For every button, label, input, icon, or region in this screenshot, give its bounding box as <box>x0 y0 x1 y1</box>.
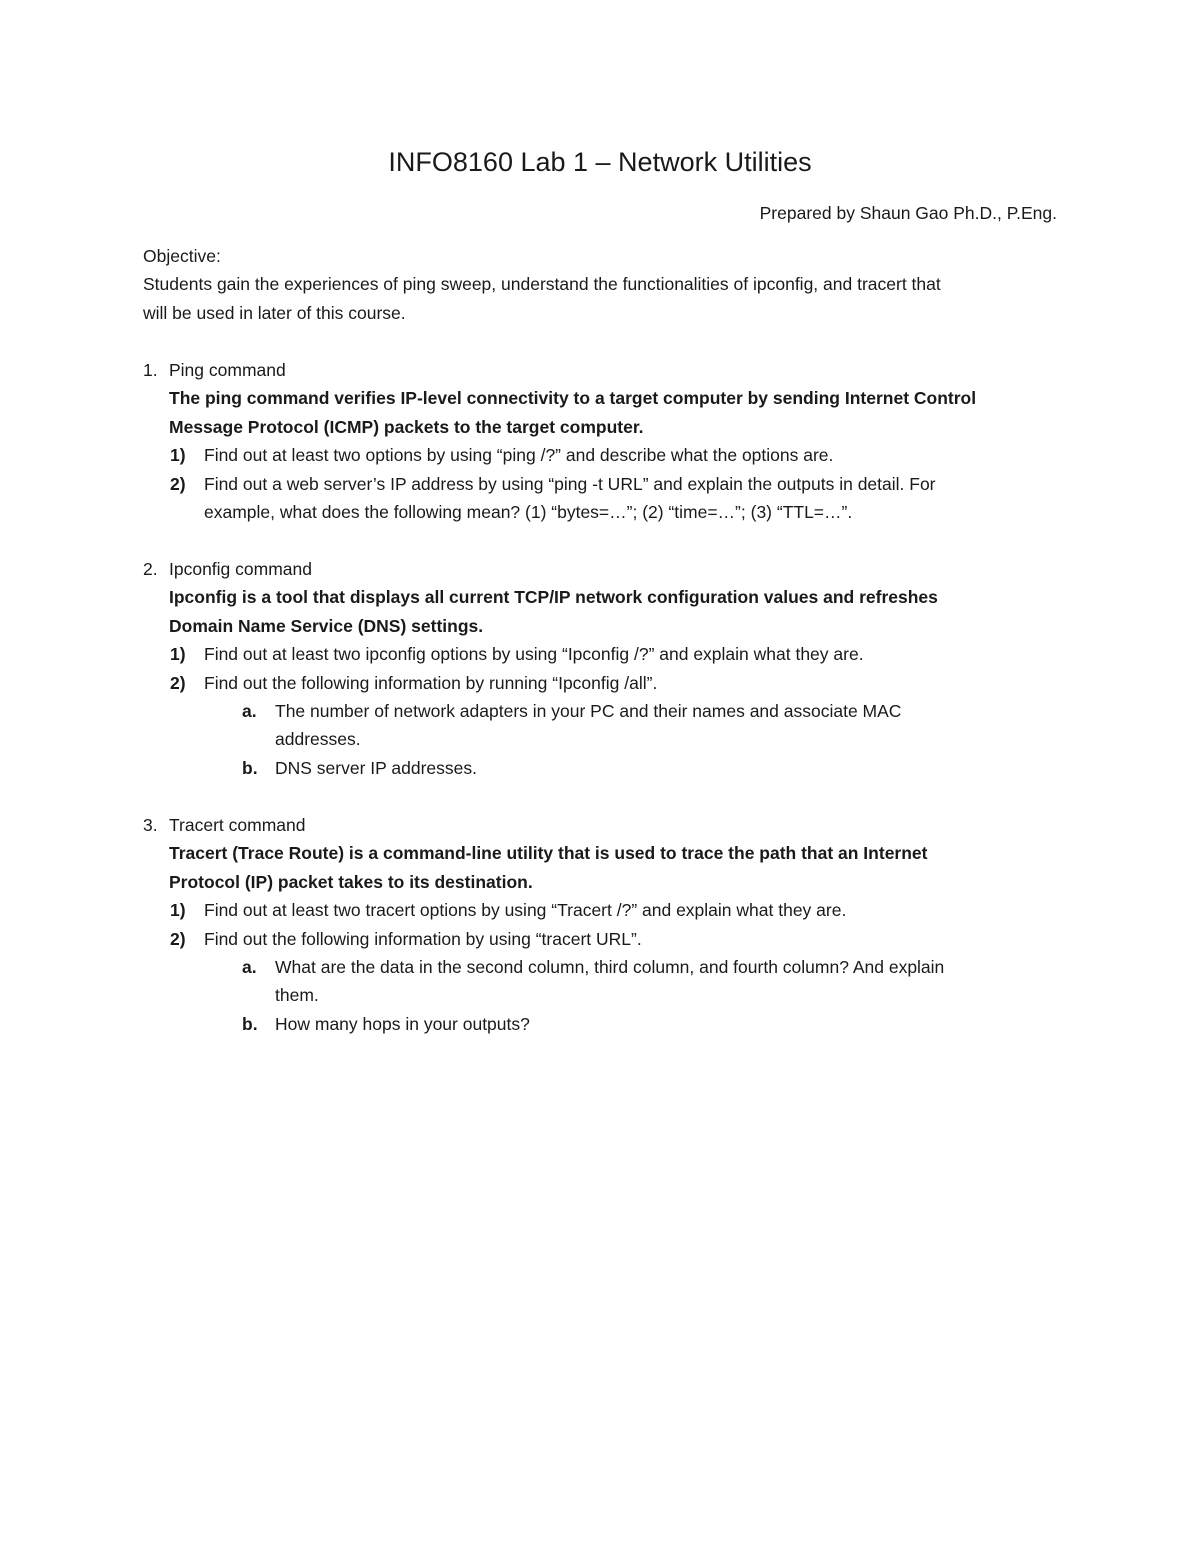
list-item-number: 1) <box>170 644 186 665</box>
section-title: Tracert command <box>169 815 306 835</box>
section-description: Protocol (IP) packet takes to its destination. <box>169 871 533 892</box>
list-item-text: Find out at least two ipconfig options by using “Ipconfig /?” and explain what they are. <box>204 644 864 665</box>
sub-list-item-letter: a. <box>242 700 257 721</box>
section-tracert <box>143 811 1063 1038</box>
sub-list-item-letter: b. <box>242 757 258 778</box>
section-description: Ipconfig is a tool that displays all current TCP/IP network configuration values and refreshes <box>169 587 938 608</box>
section-heading <box>143 555 1063 583</box>
objective-line: will be used in later of this course. <box>143 302 406 323</box>
section-description: Message Protocol (ICMP) packets to the target computer. <box>169 416 644 437</box>
section-ping <box>143 356 1063 526</box>
section-number: 2. <box>143 559 158 579</box>
sub-list-item <box>143 754 1063 782</box>
list-item <box>143 896 1063 924</box>
list-item <box>143 669 1063 697</box>
document-title: INFO8160 Lab 1 – Network Utilities <box>388 147 812 177</box>
list-item-number: 1) <box>170 900 186 921</box>
section-description: Domain Name Service (DNS) settings. <box>169 615 484 636</box>
sub-list-item <box>143 697 1063 725</box>
sub-list-item-text: What are the data in the second column, third column, and fourth column? And explain <box>275 956 945 977</box>
section-ipconfig <box>143 555 1063 782</box>
list-item <box>143 470 1063 498</box>
list-item-text: Find out a web server’s IP address by using “ping -t URL” and explain the outputs in detail. For <box>204 473 936 494</box>
list-item-number: 2) <box>170 473 186 494</box>
sub-list-item <box>143 953 1063 981</box>
author-line: Prepared by Shaun Gao Ph.D., P.Eng. <box>759 203 1057 223</box>
sub-list-item-continuation: addresses. <box>275 729 361 750</box>
list-item-number: 1) <box>170 445 186 466</box>
section-title: Ipconfig command <box>169 559 312 579</box>
list-item <box>143 925 1063 953</box>
list-item-text: Find out at least two tracert options by using “Tracert /?” and explain what they are. <box>204 900 847 921</box>
section-number: 1. <box>143 360 158 380</box>
section-heading <box>143 356 1063 384</box>
objective-heading: Objective: <box>143 246 221 266</box>
section-description: The ping command verifies IP-level connectivity to a target computer by sending Internet Control <box>169 388 977 409</box>
sub-list-item-continuation: them. <box>275 985 319 1006</box>
list-item <box>143 640 1063 668</box>
list-item-number: 2) <box>170 672 186 693</box>
sub-list-item-text: DNS server IP addresses. <box>275 757 477 778</box>
list-item-continuation: example, what does the following mean? (1) “bytes=…”; (2) “time=…”; (3) “TTL=…”. <box>204 501 853 522</box>
list-item-text: Find out the following information by using “tracert URL”. <box>204 928 642 949</box>
section-number: 3. <box>143 815 158 835</box>
sub-list-item-text: The number of network adapters in your PC and their names and associate MAC <box>275 700 902 721</box>
sub-list-item-text: How many hops in your outputs? <box>275 1013 530 1034</box>
sub-list-item-letter: b. <box>242 1013 258 1034</box>
objective-block <box>143 242 1063 327</box>
list-item-text: Find out at least two options by using “ping /?” and describe what the options are. <box>204 445 834 466</box>
sub-list-item <box>143 1010 1063 1038</box>
list-item <box>143 441 1063 469</box>
list-item-number: 2) <box>170 928 186 949</box>
section-description: Tracert (Trace Route) is a command-line utility that is used to trace the path that an Internet <box>169 843 928 864</box>
section-title: Ping command <box>169 360 286 380</box>
objective-line: Students gain the experiences of ping sweep, understand the functionalities of ipconfig, and tracert that <box>143 274 941 295</box>
section-heading <box>143 811 1063 839</box>
sub-list-item-letter: a. <box>242 956 257 977</box>
list-item-text: Find out the following information by running “Ipconfig /all”. <box>204 672 658 693</box>
